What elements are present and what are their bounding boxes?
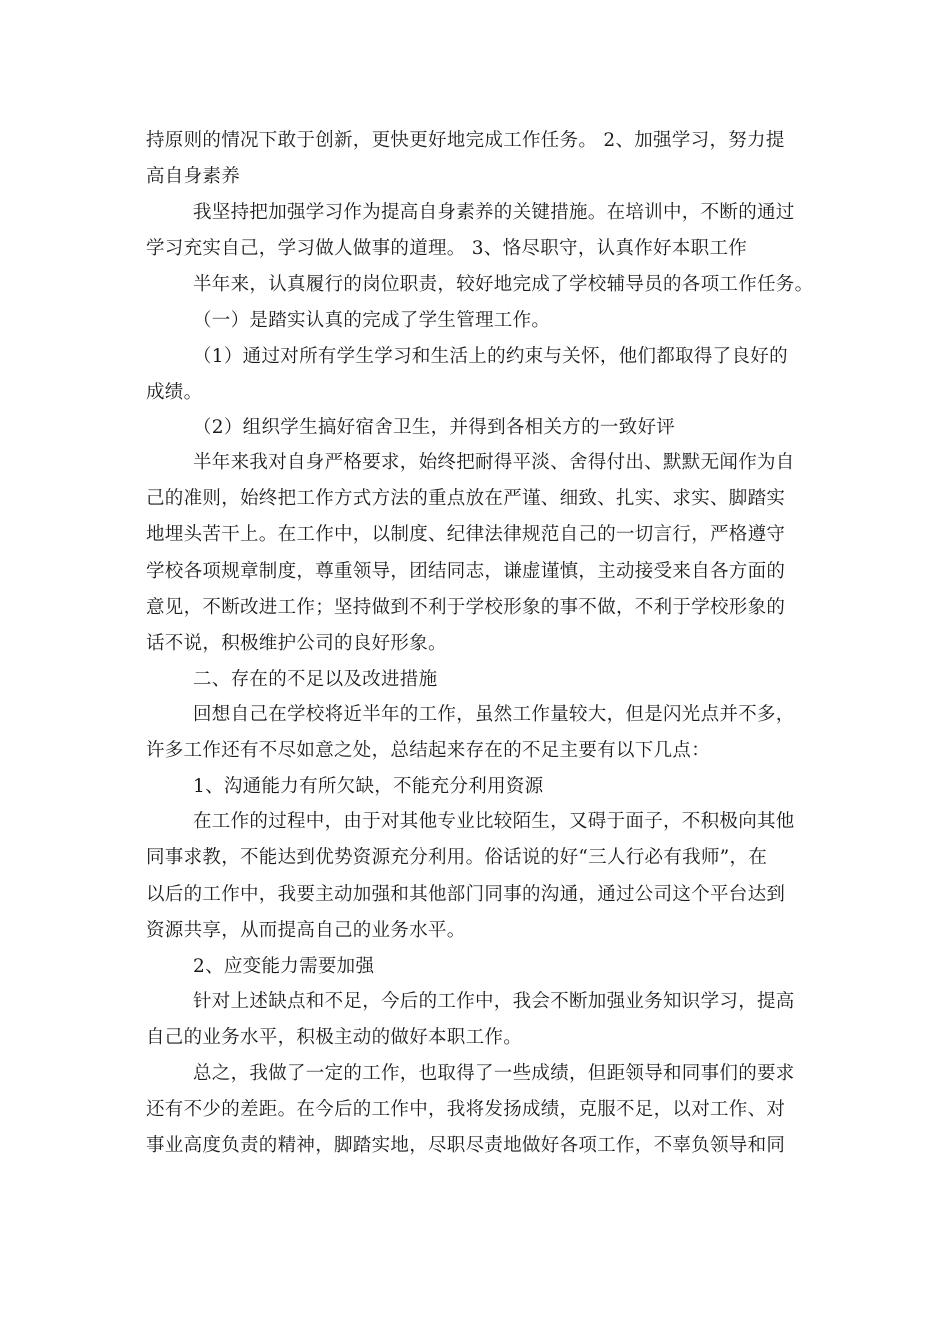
text-line: 己的准则，始终把工作方式方法的重点放在严谨、细致、扎实、求实、脚踏实 xyxy=(146,488,786,509)
text-line: 持原则的情况下敢于创新，更快更好地完成工作任务。 2、加强学习，努力提 xyxy=(146,130,785,151)
text-line: 总之，我做了一定的工作，也取得了一些成绩，但距领导和同事们的要求 xyxy=(193,1063,795,1084)
text-line: 高自身素养 xyxy=(146,166,241,187)
text-line: 1、沟通能力有所欠缺，不能充分利用资源 xyxy=(193,776,544,797)
text-line: （一）是踏实认真的完成了学生管理工作。 xyxy=(193,310,551,331)
text-line: 许多工作还有不尽如意之处，总结起来存在的不足主要有以下几点： xyxy=(146,740,711,761)
text-line: 地埋头苦干上。在工作中，以制度、纪律法律规范自己的一切言行，严格遵守 xyxy=(146,524,786,545)
text-line: 2、应变能力需要加强 xyxy=(193,956,375,977)
text-line: 回想自己在学校将近半年的工作，虽然工作量较大，但是闪光点并不多， xyxy=(193,704,795,725)
text-line: 话不说，积极维护公司的良好形象。 xyxy=(146,633,447,654)
text-line: 还有不少的差距。在今后的工作中，我将发扬成绩，克服不足，以对工作、对 xyxy=(146,1099,786,1120)
text-line: 在工作的过程中，由于对其他专业比较陌生，又碍于面子，不积极向其他 xyxy=(193,811,795,832)
text-line: 同事求教，不能达到优势资源充分利用。俗话说的好“三人行必有我师”，在 xyxy=(146,847,768,868)
text-line: （2）组织学生搞好宿舍卫生，并得到各相关方的一致好评 xyxy=(193,417,676,438)
text-line: 学校各项规章制度，尊重领导，团结同志，谦虚谨慎，主动接受来自各方面的 xyxy=(146,561,786,582)
text-line: 学习充实自己，学习做人做事的道理。 3、恪尽职守，认真作好本职工作 xyxy=(146,238,748,259)
text-line: 二、存在的不足以及改进措施 xyxy=(193,669,438,690)
text-line: 半年来，认真履行的岗位职责，较好地完成了学校辅导员的各项工作任务。 xyxy=(193,274,814,295)
text-line: 成绩。 xyxy=(146,382,203,403)
text-line: 我坚持把加强学习作为提高自身素养的关键措施。在培训中，不断的通过 xyxy=(193,202,795,223)
text-line: 半年来我对自身严格要求，始终把耐得平淡、舍得付出、默默无闻作为自 xyxy=(193,452,795,473)
text-line: 意见，不断改进工作；坚持做到不利于学校形象的事不做，不利于学校形象的 xyxy=(146,597,786,618)
text-line: 自己的业务水平，积极主动的做好本职工作。 xyxy=(146,1027,523,1048)
text-line: （1）通过对所有学生学习和生活上的约束与关怀，他们都取得了良好的 xyxy=(193,346,788,367)
text-line: 事业高度负责的精神，脚踏实地，尽职尽责地做好各项工作，不辜负领导和同 xyxy=(146,1135,786,1156)
text-line: 针对上述缺点和不足，今后的工作中，我会不断加强业务知识学习，提高 xyxy=(193,991,795,1012)
text-line: 资源共享，从而提高自己的业务水平。 xyxy=(146,920,466,941)
text-line: 以后的工作中，我要主动加强和其他部门同事的沟通，通过公司这个平台达到 xyxy=(146,884,786,905)
